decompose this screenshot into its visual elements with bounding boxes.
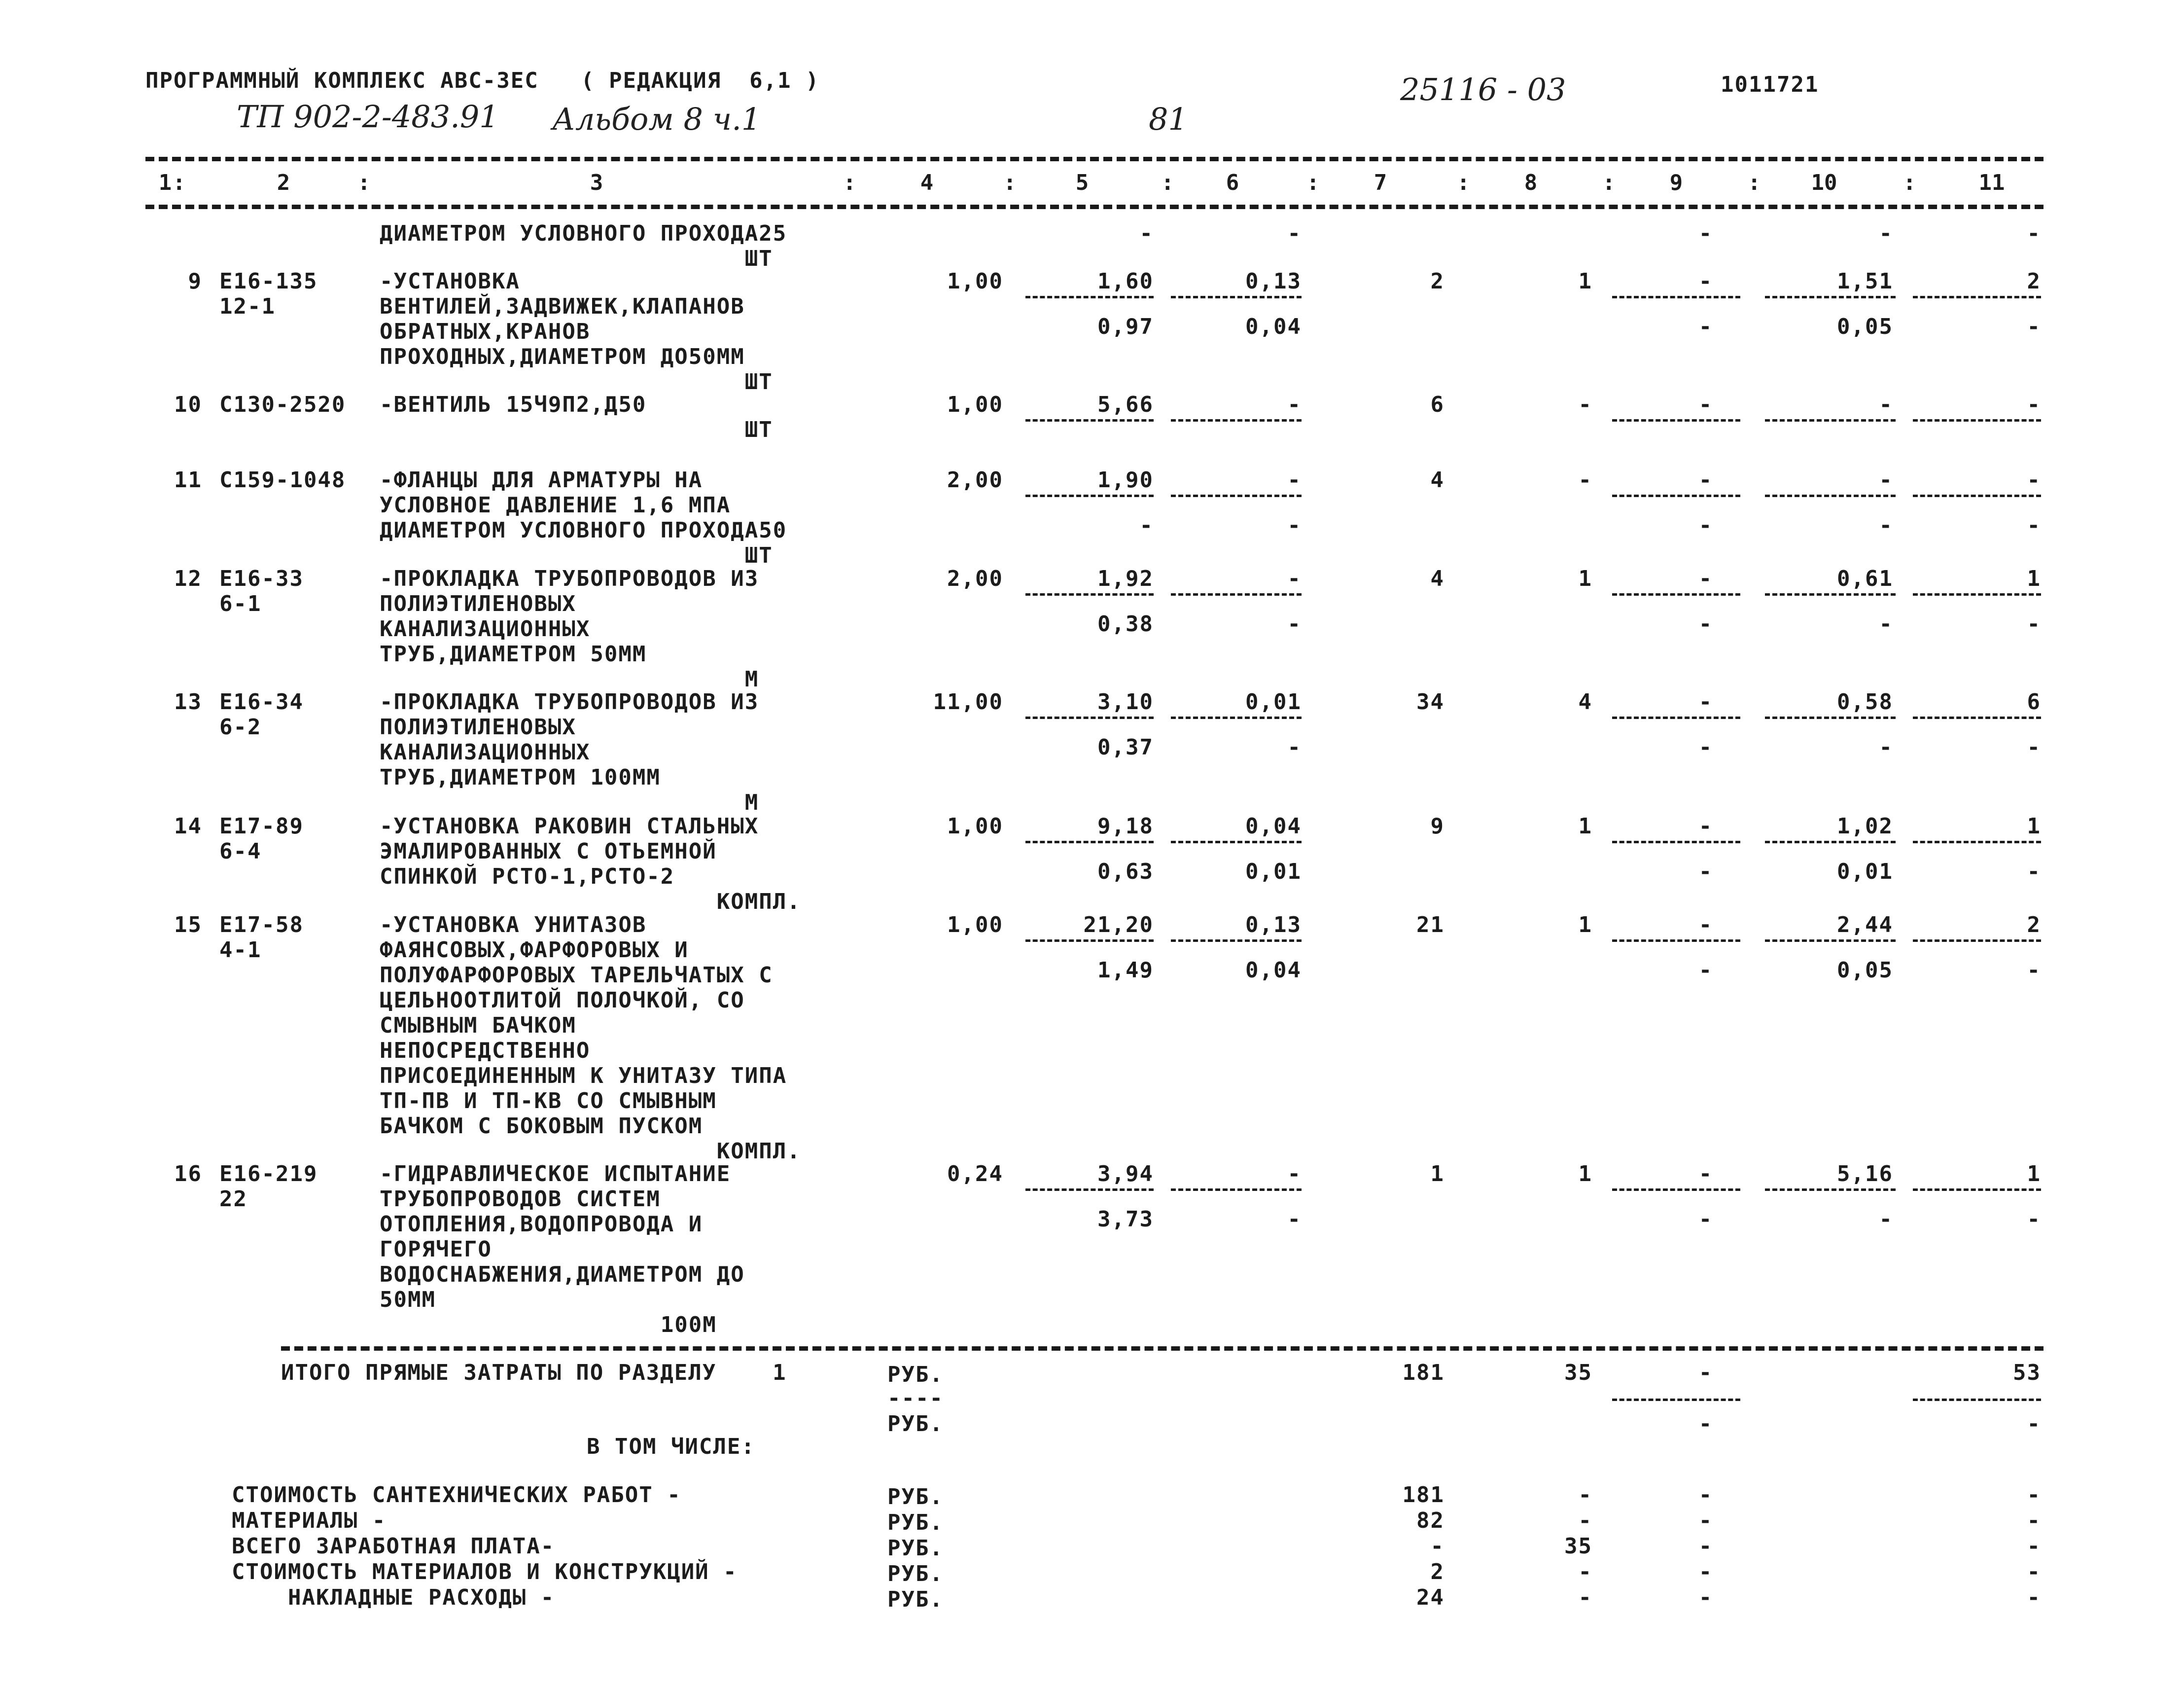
cell-c11: 2 (2027, 269, 2041, 294)
column-number-4: 4 (920, 170, 934, 195)
column-separator: : (173, 170, 186, 195)
row-description-line: ОТОПЛЕНИЯ,ВОДОПРОВОДА И (380, 1212, 703, 1237)
cell-separator-c10 (1765, 1188, 1896, 1191)
row-description-line: БАЧКОМ С БОКОВЫМ ПУСКОМ (380, 1114, 703, 1139)
row-number: 16 (174, 1161, 202, 1186)
cell-separator-c10 (1765, 841, 1896, 843)
cell-c6: 0,13 (1245, 912, 1302, 937)
cell-separator-c11 (1913, 419, 2041, 422)
cell-c8: - (1578, 467, 1592, 493)
row-description-line: -ВЕНТИЛЬ 15Ч9П2,Д50 (380, 392, 647, 417)
column-separator: : (1457, 170, 1470, 195)
cell-c11: 1 (2027, 814, 2041, 839)
document-number-handwritten: 25116 - 03 (1400, 72, 1566, 108)
cell-c9b: - (1698, 513, 1713, 538)
column-separator: : (1161, 170, 1174, 195)
cell-separator-c9 (1612, 296, 1740, 298)
column-separator: : (1602, 170, 1616, 195)
column-number-11: 11 (1978, 170, 2005, 195)
cell-separator-c11 (1913, 593, 2041, 596)
row-description-line: ШТ (380, 369, 773, 395)
breakdown-col9: - (1698, 1534, 1713, 1559)
cell-separator-c6 (1171, 939, 1302, 942)
cell-separator-c10 (1765, 495, 1896, 497)
cell-separator-c5 (1025, 841, 1154, 843)
cell-c10: - (1879, 392, 1893, 417)
breakdown-col11: - (2027, 1534, 2041, 1559)
cell-c11b: - (2027, 859, 2041, 884)
cell-c5b: - (1139, 221, 1154, 246)
cell-separator-c5 (1025, 296, 1154, 298)
cell-separator-c5 (1025, 1188, 1154, 1191)
cell-separator-c9 (1612, 717, 1740, 719)
row-number: 15 (174, 912, 202, 937)
totals-unit: РУБ. (887, 1362, 944, 1387)
row-description-line: ПОЛИЭТИЛЕНОВЫХ (380, 715, 576, 740)
row-code: Е16-33 (219, 566, 304, 591)
cell-c5: 1,90 (1097, 467, 1154, 493)
cell-c8: 1 (1578, 814, 1592, 839)
cell-separator-c6 (1171, 495, 1302, 497)
row-description-line: М (380, 790, 759, 815)
cell-c4: 0,24 (947, 1161, 1003, 1186)
breakdown-col9: - (1698, 1508, 1713, 1533)
row-description-line: -ПРОКЛАДКА ТРУБОПРОВОДОВ ИЗ (380, 566, 759, 591)
cell-c11: - (2027, 467, 2041, 493)
cell-c5b: - (1139, 513, 1154, 538)
column-number-8: 8 (1524, 170, 1538, 195)
cell-c6: 0,01 (1245, 689, 1302, 715)
row-description-line: ДИАМЕТРОМ УСЛОВНОГО ПРОХОДА25 (380, 221, 787, 246)
cell-separator-c10 (1765, 296, 1896, 298)
cell-separator-c9 (1612, 939, 1740, 942)
column-number-9: 9 (1669, 170, 1683, 195)
cell-separator-c9 (1612, 1188, 1740, 1191)
column-number-6: 6 (1226, 170, 1239, 195)
totals-unit-dash: ---- (887, 1386, 944, 1411)
breakdown-col8: - (1578, 1508, 1592, 1533)
totals-rule (281, 1346, 2043, 1351)
header-top-rule (145, 157, 2043, 161)
row-description-line: ТРУБ,ДИАМЕТРОМ 50ММ (380, 642, 647, 667)
cell-c5b: 1,49 (1097, 958, 1154, 983)
breakdown-label: СТОИМОСТЬ МАТЕРИАЛОВ И КОНСТРУКЦИЙ - (232, 1559, 738, 1584)
breakdown-unit: РУБ. (887, 1587, 944, 1612)
cell-c4: 1,00 (947, 912, 1003, 937)
totals-col7: 181 (1402, 1360, 1444, 1385)
column-number-2: 2 (277, 170, 290, 195)
cell-c10b: - (1879, 611, 1893, 637)
totals-col9: - (1698, 1360, 1713, 1385)
cell-c9b: - (1698, 1207, 1713, 1232)
breakdown-col11: - (2027, 1585, 2041, 1610)
cell-separator-c5 (1025, 593, 1154, 596)
row-description-line: ПОЛИЭТИЛЕНОВЫХ (380, 591, 576, 616)
cell-c6: - (1287, 566, 1302, 591)
cell-c9b: - (1698, 611, 1713, 637)
totals-col11-rule (1913, 1399, 2041, 1401)
cell-c11b: - (2027, 735, 2041, 760)
row-description-line: -УСТАНОВКА РАКОВИН СТАЛЬНЫХ (380, 814, 759, 839)
row-description-line: ПРИСОЕДИНЕННЫМ К УНИТАЗУ ТИПА (380, 1063, 787, 1088)
row-description-line: М (380, 667, 759, 692)
row-description-line: НЕПОСРЕДСТВЕННО (380, 1038, 591, 1063)
cell-c8: 1 (1578, 1161, 1592, 1186)
cell-c11b: - (2027, 221, 2041, 246)
cell-c10b: - (1879, 735, 1893, 760)
breakdown-label: НАКЛАДНЫЕ РАСХОДЫ - (232, 1585, 555, 1610)
row-code-sub: 6-1 (219, 591, 262, 616)
breakdown-col9: - (1698, 1585, 1713, 1610)
cell-c9: - (1698, 814, 1713, 839)
row-description-line: -ГИДРАВЛИЧЕСКОЕ ИСПЫТАНИЕ (380, 1161, 731, 1186)
cell-c11b: - (2027, 1207, 2041, 1232)
cell-separator-c5 (1025, 419, 1154, 422)
cell-c10: - (1879, 467, 1893, 493)
cell-c4: 2,00 (947, 467, 1003, 493)
cell-c7: 9 (1430, 814, 1444, 839)
breakdown-col8: 35 (1564, 1534, 1592, 1559)
cell-c6b: - (1287, 513, 1302, 538)
breakdown-label: СТОИМОСТЬ САНТЕХНИЧЕСКИХ РАБОТ - (232, 1482, 681, 1508)
cell-separator-c10 (1765, 939, 1896, 942)
row-description-line: -УСТАНОВКА УНИТАЗОВ (380, 912, 647, 937)
cell-c11: - (2027, 392, 2041, 417)
cell-c6: - (1287, 467, 1302, 493)
cell-c9b: - (1698, 859, 1713, 884)
cell-c5: 21,20 (1083, 912, 1154, 937)
cell-c10: 0,61 (1837, 566, 1893, 591)
row-description-line: СМЫВНЫМ БАЧКОМ (380, 1013, 576, 1038)
document-code: 1011721 (1721, 72, 1819, 97)
column-separator: : (1903, 170, 1916, 195)
row-description-line: 50ММ (380, 1287, 436, 1312)
cell-separator-c6 (1171, 419, 1302, 422)
row-description-line: -ФЛАНЦЫ ДЛЯ АРМАТУРЫ НА (380, 467, 703, 493)
cell-c9b: - (1698, 221, 1713, 246)
breakdown-label: ВСЕГО ЗАРАБОТНАЯ ПЛАТА- (232, 1534, 555, 1559)
row-description-line: -ПРОКЛАДКА ТРУБОПРОВОДОВ ИЗ (380, 689, 759, 715)
cell-c11b: - (2027, 513, 2041, 538)
cell-separator-c9 (1612, 593, 1740, 596)
breakdown-unit: РУБ. (887, 1484, 944, 1509)
breakdown-col7: - (1430, 1534, 1444, 1559)
cell-c7: 2 (1430, 269, 1444, 294)
cell-c4: 1,00 (947, 392, 1003, 417)
program-title: ПРОГРАММНЫЙ КОМПЛЕКС АВС-3ЕС ( РЕДАКЦИЯ 6,1 ) (145, 68, 820, 93)
breakdown-col7: 181 (1402, 1482, 1444, 1508)
totals-col11-b: - (2027, 1411, 2041, 1437)
breakdown-col8: - (1578, 1585, 1592, 1610)
cell-separator-c11 (1913, 296, 2041, 298)
cell-separator-c6 (1171, 593, 1302, 596)
cell-c8: 1 (1578, 269, 1592, 294)
cell-c6: 0,13 (1245, 269, 1302, 294)
row-code-sub: 22 (219, 1186, 247, 1212)
cell-c9b: - (1698, 314, 1713, 339)
row-number: 9 (188, 269, 202, 294)
row-description-line: ПРОХОДНЫХ,ДИАМЕТРОМ ДО50ММ (380, 344, 745, 369)
column-separator: : (357, 170, 371, 195)
cell-c11: 1 (2027, 566, 2041, 591)
column-separator: : (1003, 170, 1017, 195)
row-code: С130-2520 (219, 392, 346, 417)
totals-label: ИТОГО ПРЯМЫЕ ЗАТРАТЫ ПО РАЗДЕЛУ 1 (281, 1360, 787, 1385)
cell-c8: - (1578, 392, 1592, 417)
row-description-line: КАНАЛИЗАЦИОННЫХ (380, 740, 591, 765)
row-number: 13 (174, 689, 202, 715)
breakdown-col9: - (1698, 1482, 1713, 1508)
row-number: 10 (174, 392, 202, 417)
cell-c4: 1,00 (947, 269, 1003, 294)
cell-separator-c5 (1025, 717, 1154, 719)
row-description-line: ЭМАЛИРОВАННЫХ С ОТЬЕМНОЙ (380, 839, 717, 864)
cell-c9: - (1698, 1161, 1713, 1186)
row-code-sub: 6-2 (219, 715, 262, 740)
cell-c7: 4 (1430, 467, 1444, 493)
column-number-1: 1 (158, 170, 172, 195)
breakdown-col7: 2 (1430, 1559, 1444, 1584)
row-description-line: ШТ (380, 246, 773, 271)
page-number-handwritten: 81 (1149, 101, 1188, 137)
totals-unit-2: РУБ. (887, 1411, 944, 1437)
row-description-line: ПОЛУФАРФОРОВЫХ ТАРЕЛЬЧАТЫХ С (380, 963, 773, 988)
cell-c10b: 0,01 (1837, 859, 1893, 884)
cell-separator-c10 (1765, 419, 1896, 422)
row-description-line: ТРУБОПРОВОДОВ СИСТЕМ (380, 1186, 661, 1212)
cell-c10b: - (1879, 513, 1893, 538)
cell-c6b: 0,01 (1245, 859, 1302, 884)
row-description-line: ТП-ПВ И ТП-КВ СО СМЫВНЫМ (380, 1088, 717, 1114)
breakdown-col7: 24 (1416, 1585, 1444, 1610)
cell-c10b: 0,05 (1837, 958, 1893, 983)
cell-c6: - (1287, 392, 1302, 417)
cell-c6: 0,04 (1245, 814, 1302, 839)
row-description-line: ШТ (380, 417, 773, 442)
including-label: В ТОМ ЧИСЛЕ: (587, 1434, 755, 1459)
row-description-line: КОМПЛ. (380, 1139, 801, 1164)
row-description-line: -УСТАНОВКА (380, 269, 520, 294)
cell-c4: 1,00 (947, 814, 1003, 839)
cell-c5b: 3,73 (1097, 1207, 1154, 1232)
column-separator: : (843, 170, 856, 195)
row-code: Е17-89 (219, 814, 304, 839)
cell-separator-c5 (1025, 495, 1154, 497)
row-description-line: ОБРАТНЫХ,КРАНОВ (380, 319, 591, 344)
row-code-sub: 12-1 (219, 294, 276, 319)
cell-separator-c11 (1913, 717, 2041, 719)
row-code-sub: 4-1 (219, 937, 262, 963)
cell-separator-c6 (1171, 717, 1302, 719)
cell-c6b: - (1287, 611, 1302, 637)
row-code: Е16-219 (219, 1161, 318, 1186)
cell-c10: 1,51 (1837, 269, 1893, 294)
column-number-5: 5 (1075, 170, 1089, 195)
cell-c7: 4 (1430, 566, 1444, 591)
cell-c6: - (1287, 1161, 1302, 1186)
cell-c9b: - (1698, 735, 1713, 760)
breakdown-unit: РУБ. (887, 1561, 944, 1586)
row-description-line: УСЛОВНОЕ ДАВЛЕНИЕ 1,6 МПА (380, 493, 731, 518)
column-number-3: 3 (590, 170, 603, 195)
cell-c5b: 0,63 (1097, 859, 1154, 884)
cell-separator-c11 (1913, 841, 2041, 843)
cell-separator-c6 (1171, 841, 1302, 843)
cell-c10: 0,58 (1837, 689, 1893, 715)
totals-col11: 53 (2013, 1360, 2041, 1385)
column-number-7: 7 (1374, 170, 1387, 195)
column-number-10: 10 (1811, 170, 1837, 195)
cell-c6b: - (1287, 735, 1302, 760)
column-separator: : (1306, 170, 1320, 195)
cell-separator-c6 (1171, 1188, 1302, 1191)
row-description-line: ДИАМЕТРОМ УСЛОВНОГО ПРОХОДА50 (380, 518, 787, 543)
cell-c9: - (1698, 912, 1713, 937)
row-description-line: КАНАЛИЗАЦИОННЫХ (380, 616, 591, 642)
cell-c5: 1,92 (1097, 566, 1154, 591)
row-description-line: КОМПЛ. (380, 889, 801, 914)
cell-c9: - (1698, 269, 1713, 294)
cell-c8: 4 (1578, 689, 1592, 715)
cell-c9: - (1698, 566, 1713, 591)
cell-c5b: 0,97 (1097, 314, 1154, 339)
row-code: Е16-34 (219, 689, 304, 715)
cell-c9: - (1698, 689, 1713, 715)
totals-col9-b: - (1698, 1411, 1713, 1437)
cell-separator-c11 (1913, 1188, 2041, 1191)
totals-col9-rule (1612, 1399, 1740, 1401)
cell-c5: 5,66 (1097, 392, 1154, 417)
cell-separator-c10 (1765, 593, 1896, 596)
cell-c5: 3,10 (1097, 689, 1154, 715)
cell-c11: 2 (2027, 912, 2041, 937)
cell-c11: 1 (2027, 1161, 2041, 1186)
breakdown-col8: - (1578, 1559, 1592, 1584)
cell-separator-c9 (1612, 495, 1740, 497)
cell-c7: 21 (1416, 912, 1444, 937)
row-number: 12 (174, 566, 202, 591)
row-code: Е16-135 (219, 269, 318, 294)
cell-c8: 1 (1578, 912, 1592, 937)
column-separator: : (1748, 170, 1761, 195)
cell-c11b: - (2027, 958, 2041, 983)
breakdown-col11: - (2027, 1482, 2041, 1508)
row-code: С159-1048 (219, 467, 346, 493)
cell-separator-c11 (1913, 939, 2041, 942)
row-description-line: ЦЕЛЬНООТЛИТОЙ ПОЛОЧКОЙ, СО (380, 988, 745, 1013)
breakdown-col9: - (1698, 1559, 1713, 1584)
cell-c5: 1,60 (1097, 269, 1154, 294)
cell-c10: 1,02 (1837, 814, 1893, 839)
cell-c9: - (1698, 392, 1713, 417)
cell-c7: 6 (1430, 392, 1444, 417)
cell-c4: 2,00 (947, 566, 1003, 591)
project-number-handwritten: ТП 902-2-483.91 (237, 99, 499, 135)
row-number: 11 (174, 467, 202, 493)
row-description-line: ФАЯНСОВЫХ,ФАРФОРОВЫХ И (380, 937, 689, 963)
cell-c11b: - (2027, 314, 2041, 339)
cell-c10: 2,44 (1837, 912, 1893, 937)
cell-c4: 11,00 (933, 689, 1003, 715)
cell-c7: 34 (1416, 689, 1444, 715)
cell-c6b: - (1287, 1207, 1302, 1232)
breakdown-col7: 82 (1416, 1508, 1444, 1533)
breakdown-col8: - (1578, 1482, 1592, 1508)
row-description-line: ВЕНТИЛЕЙ,ЗАДВИЖЕК,КЛАПАНОВ (380, 294, 745, 319)
row-description-line: ШТ (380, 543, 773, 568)
cell-c11b: - (2027, 611, 2041, 637)
cell-c6b: - (1287, 221, 1302, 246)
cell-separator-c10 (1765, 717, 1896, 719)
cell-c11: 6 (2027, 689, 2041, 715)
cell-c5: 9,18 (1097, 814, 1154, 839)
cell-c6b: 0,04 (1245, 314, 1302, 339)
cell-separator-c9 (1612, 841, 1740, 843)
cell-separator-c5 (1025, 939, 1154, 942)
row-description-line: 100М (380, 1312, 717, 1337)
cell-c5b: 0,38 (1097, 611, 1154, 637)
cell-c7: 1 (1430, 1161, 1444, 1186)
cell-c5b: 0,37 (1097, 735, 1154, 760)
breakdown-label: МАТЕРИАЛЫ - (232, 1508, 387, 1533)
row-description-line: СПИНКОЙ РСТО-1,РСТО-2 (380, 864, 675, 889)
row-code: Е17-58 (219, 912, 304, 937)
breakdown-col11: - (2027, 1559, 2041, 1584)
row-description-line: ВОДОСНАБЖЕНИЯ,ДИАМЕТРОМ ДО (380, 1262, 745, 1287)
cell-c10: 5,16 (1837, 1161, 1893, 1186)
cell-c5: 3,94 (1097, 1161, 1154, 1186)
cell-c10b: - (1879, 1207, 1893, 1232)
cell-c10b: 0,05 (1837, 314, 1893, 339)
cell-c9b: - (1698, 958, 1713, 983)
cell-c6b: 0,04 (1245, 958, 1302, 983)
cell-c9: - (1698, 467, 1713, 493)
row-description-line: ГОРЯЧЕГО (380, 1237, 492, 1262)
row-description-line: ТРУБ,ДИАМЕТРОМ 100ММ (380, 765, 661, 790)
totals-col8: 35 (1564, 1360, 1592, 1385)
header-bottom-rule (145, 205, 2043, 209)
row-number: 14 (174, 814, 202, 839)
album-handwritten: Альбом 8 ч.1 (552, 101, 761, 137)
cell-separator-c11 (1913, 495, 2041, 497)
cell-separator-c9 (1612, 419, 1740, 422)
cell-separator-c6 (1171, 296, 1302, 298)
row-code-sub: 6-4 (219, 839, 262, 864)
breakdown-unit: РУБ. (887, 1536, 944, 1561)
cell-c8: 1 (1578, 566, 1592, 591)
breakdown-col11: - (2027, 1508, 2041, 1533)
breakdown-unit: РУБ. (887, 1510, 944, 1535)
cell-c10b: - (1879, 221, 1893, 246)
